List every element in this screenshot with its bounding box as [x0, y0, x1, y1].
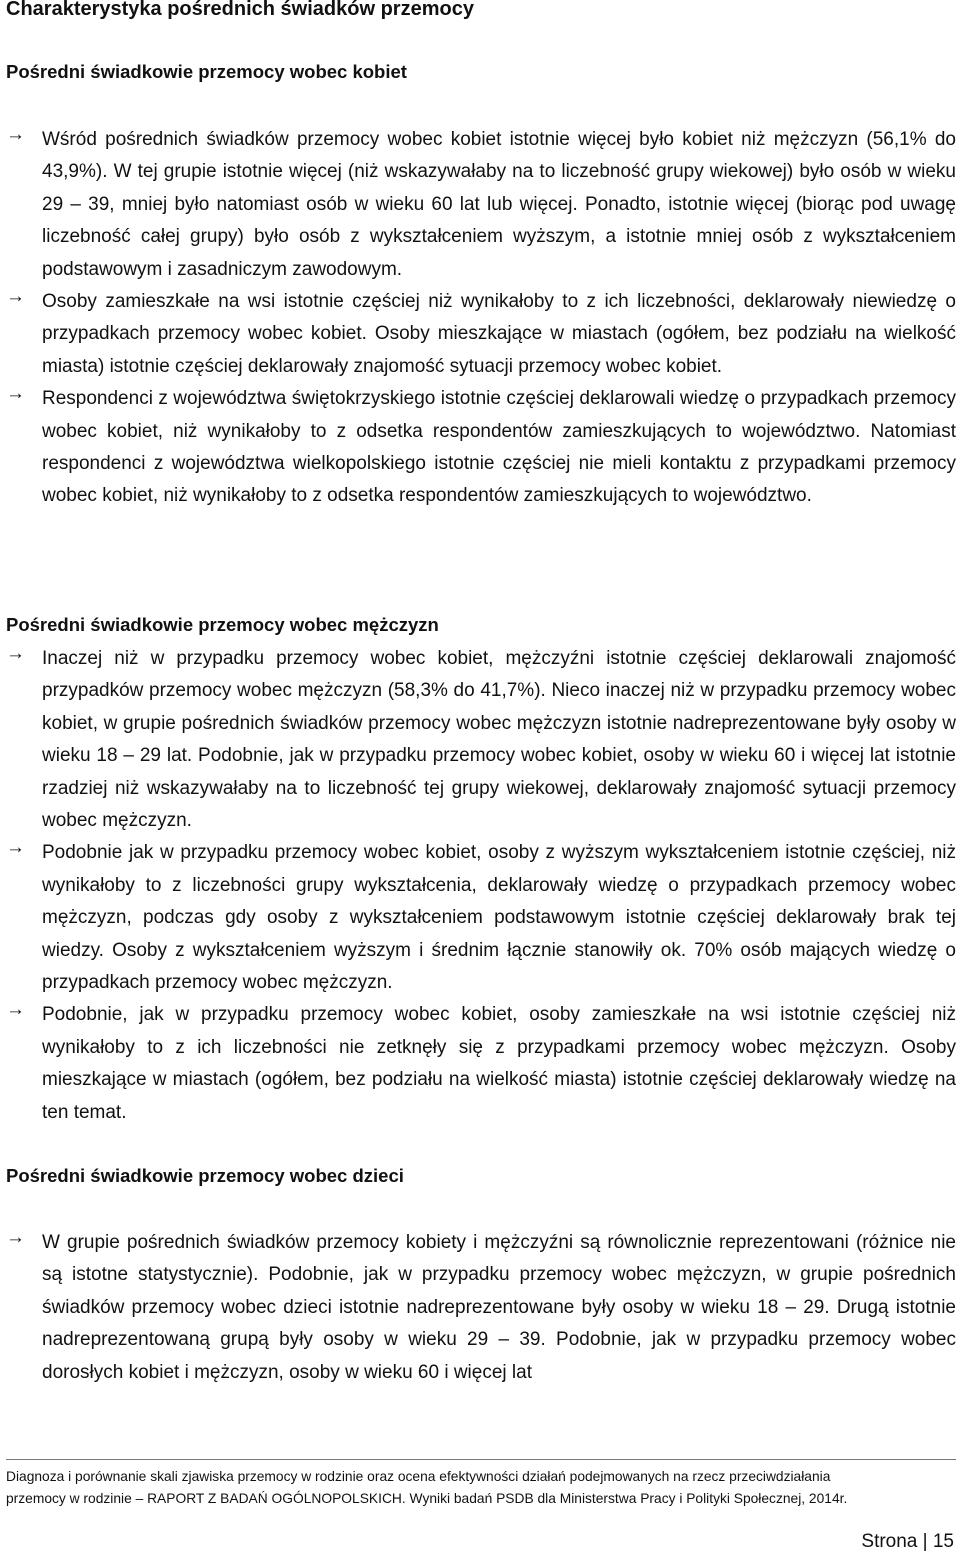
footer-line-1: Diagnoza i porównanie skali zjawiska przemocy w rodzinie oraz ocena efektywności działań podejmowanych na rzecz przeciwdziałania	[6, 1469, 831, 1484]
bullet-text: Osoby zamieszkałe na wsi istotnie częściej niż wynikałoby to z ich liczebności, deklarowały niewiedzę o przypadkach przemocy wobec kobiet. Osoby mieszkające w miastach (ogółem, bez podziału na wielkość miasta) istotnie częściej deklarowały znajomość sytuacji przemocy wobec kobiet.	[42, 291, 956, 377]
footer-divider	[6, 1459, 956, 1460]
list-item	[0, 643, 960, 837]
bullet-text: W grupie pośrednich świadków przemocy kobiety i mężczyźni są równolicznie reprezentowani (różnice nie są istotne statystycznie). Podobnie, jak w przypadku przemocy wobec mężczyzn, w grupie pośrednich świadków przemocy wobec dzieci istotnie nadreprezentowane były osoby w wieku 18 – 29. Drugą istotnie nadreprezentowaną grupą były osoby w wieku 29 – 39. Podobnie, jak w przypadku przemocy wobec dorosłych kobiet i mężczyzn, osoby w wieku 60 i więcej lat	[42, 1232, 956, 1383]
right-arrow-icon: →	[6, 1227, 25, 1248]
right-arrow-icon: →	[6, 286, 25, 308]
list-item	[0, 1227, 960, 1389]
right-arrow-icon: →	[6, 643, 25, 664]
page-number: Strona | 15	[861, 1531, 954, 1552]
page-title: Charakterystyka pośrednich świadków przemocy	[6, 0, 474, 20]
section-heading-men: Pośredni świadkowie przemocy wobec mężczyzn	[6, 614, 439, 635]
list-item	[0, 286, 960, 383]
list-item	[0, 837, 960, 999]
section-heading-women: Pośredni świadkowie przemocy wobec kobiet	[6, 61, 407, 82]
footer-line-2: przemocy w rodzinie – RAPORT Z BADAŃ OGÓLNOPOLSKICH. Wyniki badań PSDB dla Ministerstwa Pracy i Polityki Społecznej, 2014r.	[6, 1491, 848, 1506]
right-arrow-icon: →	[6, 837, 25, 859]
list-item	[0, 999, 960, 1129]
bullet-list-men	[0, 643, 960, 1129]
bullet-text: Podobnie jak w przypadku przemocy wobec kobiet, osoby z wyższym wykształceniem istotnie częściej, niż wynikałoby to z liczebności grupy wykształcenia, deklarowały wiedzę o przypadkach przemocy wobec mężczyzn, podczas gdy osoby z wykształceniem podstawowym istotnie częściej deklarowały brak tej wiedzy. Osoby z wykształceniem wyższym i średnim łącznie stanowiły ok. 70% osób mających wiedzę o przypadkach przemocy wobec mężczyzn.	[42, 842, 956, 994]
bullet-text: Inaczej niż w przypadku przemocy wobec kobiet, mężczyźni istotnie częściej deklarowali znajomość przypadków przemocy wobec mężczyzn (58,3% do 41,7%). Nieco inaczej niż w przypadku przemocy wobec kobiet, w grupie pośrednich świadków przemocy wobec mężczyzn istotnie nadreprezentowane były osoby w wieku 18 – 29 lat. Podobnie, jak w przypadku przemocy wobec kobiet, osoby w wieku 60 i więcej lat istotnie rzadziej niż wskazywałaby na to liczebność tej grupy wiekowej, deklarowały znajomość sytuacji przemocy wobec mężczyzn.	[42, 648, 956, 832]
right-arrow-icon: →	[6, 999, 25, 1021]
section-heading-children: Pośredni świadkowie przemocy wobec dzieci	[6, 1165, 404, 1186]
list-item	[0, 383, 960, 513]
bullet-text: Respondenci z województwa świętokrzyskiego istotnie częściej deklarowali wiedzę o przypadkach przemocy wobec kobiet, niż wynikałoby to z odsetka respondentów zamieszkujących to województwo. Natomiast respondenci z województwa wielkopolskiego istotnie częściej nie mieli kontaktu z przypadkami przemocy wobec kobiet, niż wynikałoby to z odsetka respondentów zamieszkujących to województwo.	[42, 388, 956, 507]
page-footer	[6, 1466, 956, 1510]
bullet-text: Wśród pośrednich świadków przemocy wobec kobiet istotnie więcej było kobiet niż mężczyzn (56,1% do 43,9%). W tej grupie istotnie więcej (niż wskazywałaby na to liczebność grupy wiekowej) było osób w wieku 29 – 39, mniej było natomiast osób w wieku 60 lat lub więcej. Ponadto, istotnie więcej (biorąc pod uwagę liczebność całej grupy) było osób z wykształceniem wyższym, a istotnie mniej osób z wykształceniem podstawowym i zasadniczym zawodowym.	[42, 129, 956, 280]
bullet-text: Podobnie, jak w przypadku przemocy wobec kobiet, osoby zamieszkałe na wsi istotnie częściej niż wynikałoby to z ich liczebności nie zetknęły się z przypadkami przemocy wobec mężczyzn. Osoby mieszkające w miastach (ogółem, bez podziału na wielkość miasta) istotnie częściej deklarowały wiedzę na ten temat.	[42, 1004, 956, 1123]
bullet-list-children	[0, 1227, 960, 1389]
right-arrow-icon: →	[6, 383, 25, 405]
bullet-list-women	[0, 124, 960, 513]
list-item	[0, 124, 960, 286]
right-arrow-icon: →	[6, 124, 25, 145]
